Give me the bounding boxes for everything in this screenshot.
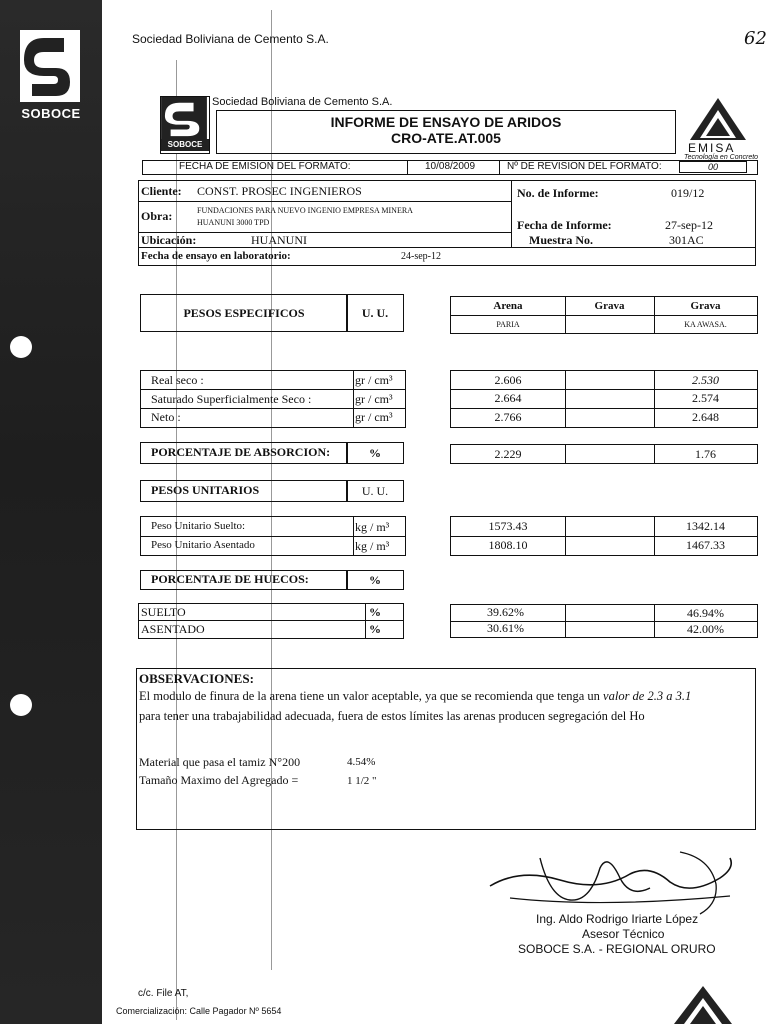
voids-unit-box (346, 570, 404, 590)
voids-title-box (140, 570, 348, 590)
max-aggregate-size-label: Tamaño Maximo del Agregado = (139, 773, 299, 787)
saturated-grava: 2.574 (692, 391, 719, 405)
sieve-200-label: Material que pasa el tamiz N°200 (139, 755, 301, 769)
location-value: HUANUNI (251, 233, 307, 247)
handwritten-signature (480, 838, 750, 918)
info-block (138, 180, 756, 266)
binder-hole (10, 336, 32, 358)
unit-weights-unit-box (346, 480, 404, 502)
soboce-logo-icon (161, 97, 207, 139)
unit-weights-title-box (140, 480, 348, 502)
compacted-unit-weight-grava: 1467.33 (686, 538, 725, 552)
specific-weights-title-box (140, 294, 348, 332)
unit-weights-table (140, 516, 406, 556)
header-logo-box (160, 96, 210, 154)
sample-label: Muestra No. (529, 233, 593, 247)
revision-label: Nº DE REVISION DEL FORMATO: (507, 161, 662, 172)
format-bar (142, 160, 758, 175)
report-date-label: Fecha de Informe: (517, 218, 612, 232)
net-unit: gr / cm³ (355, 410, 393, 424)
compacted-voids-grava: 42.00% (687, 621, 724, 636)
loose-voids-label: SUELTO (141, 605, 186, 619)
compacted-voids-unit: % (369, 622, 381, 636)
absorption-label: PORCENTAJE DE ABSORCION: (151, 445, 331, 459)
observations-title: OBSERVACIONES: (139, 671, 254, 686)
saturated-arena: 2.664 (494, 391, 522, 405)
unit-weights-values (450, 516, 758, 556)
report-title: INFORME DE ENSAYO DE ARIDOS (330, 114, 562, 130)
absorption-unit-box (346, 442, 404, 464)
saturated-label: Saturado Superficialmente Seco : (151, 392, 312, 406)
test-date-value: 24-sep-12 (401, 251, 441, 262)
emisa-logo-icon (672, 984, 734, 1024)
binder-hole (10, 694, 32, 716)
report-code: CRO-ATE.AT.005 (391, 130, 501, 146)
report-title-box (216, 110, 676, 154)
real-dry-arena: 2.606 (494, 372, 522, 387)
client-value: CONST. PROSEC INGENIEROS (197, 184, 362, 198)
footer-address: Comercialización: Calle Pagador Nº 5654 (116, 1006, 282, 1016)
specific-weights-unit-box (346, 294, 404, 332)
test-date-label: Fecha de ensayo en laboratorio: (141, 250, 291, 262)
signer-organization: SOBOCE S.A. - REGIONAL ORURO (518, 942, 716, 956)
observations-text-1: El modulo de finura de la arena tiene un valor aceptable, ya que se recomienda que tenga un (139, 689, 604, 703)
column-arena: Arena (493, 300, 523, 312)
max-aggregate-size-value: 1 1/2 " (347, 775, 377, 787)
sample-value: 301AC (669, 233, 704, 247)
emission-label: FECHA DE EMISION DEL FORMATO: (179, 161, 351, 172)
compacted-voids-arena: 30.61% (487, 621, 524, 635)
compacted-unit-weight-arena: 1808.10 (488, 538, 528, 552)
emisa-name: EMISA (688, 141, 736, 155)
work-line-1: FUNDACIONES PARA NUEVO INGENIO EMPRESA MINERA (197, 206, 413, 215)
client-label: Cliente: (141, 184, 182, 198)
header-logo-label: SOBOCE (161, 139, 209, 151)
emission-value: 10/08/2009 (425, 161, 476, 172)
location-label: Ubicación: (141, 233, 197, 247)
report-number-value: 019/12 (671, 186, 705, 200)
unit-weights-title: PESOS UNITARIOS (151, 483, 260, 497)
soboce-logo-icon (20, 30, 80, 102)
real-dry-unit: gr / cm³ (355, 373, 393, 387)
emisa-logo-icon (688, 96, 748, 142)
column-arena-source: PARIA (496, 319, 520, 329)
specific-weights-title: PESOS ESPECIFICOS (183, 305, 305, 320)
loose-unit-weight-label: Peso Unitario Suelto: (151, 520, 246, 532)
compacted-unit-weight-unit: kg / m³ (355, 539, 390, 553)
material-columns-header (450, 296, 758, 334)
absorption-values (450, 444, 758, 464)
observations-range: valor de 2.3 a 3.1 (603, 689, 692, 703)
voids-values (450, 604, 758, 638)
real-dry-label: Real seco : (151, 373, 204, 387)
page-number: 62 (744, 28, 767, 49)
absorption-unit: % (369, 445, 381, 460)
loose-voids-unit: % (369, 605, 381, 619)
company-name-top: Sociedad Boliviana de Cemento S.A. (132, 32, 329, 46)
real-dry-grava: 2.530 (692, 372, 719, 387)
work-label: Obra: (141, 209, 173, 223)
observations-box (136, 668, 756, 830)
column-grava-1: Grava (594, 300, 625, 312)
net-grava: 2.648 (692, 410, 719, 424)
column-grava-2-source: KA AWASA. (684, 319, 727, 329)
observations-line-2: para tener una trabajabilidad adecuada, fuera de estos límites las arenas producen segregación del Ho (139, 709, 645, 723)
loose-unit-weight-grava: 1342.14 (686, 519, 725, 533)
specific-weights-values (450, 370, 758, 428)
loose-unit-weight-arena: 1573.43 (488, 519, 528, 533)
voids-unit-header: % (369, 572, 381, 587)
work-line-2: HUANUNI 3000 TPD (197, 218, 270, 227)
loose-voids-grava: 46.94% (687, 605, 724, 620)
compacted-voids-label: ASENTADO (141, 622, 205, 636)
saturated-unit: gr / cm³ (355, 392, 393, 406)
voids-title: PORCENTAJE DE HUECOS: (151, 572, 309, 586)
compacted-unit-weight-label: Peso Unitario Asentado (151, 539, 255, 551)
report-date-value: 27-sep-12 (665, 218, 713, 232)
column-grava-2: Grava (690, 300, 721, 312)
specific-weights-table (140, 370, 406, 428)
unit-weights-unit-header: U. U. (361, 483, 389, 498)
specific-weights-unit-header: U. U. (361, 305, 389, 320)
footer-cc: c/c. File AT, (138, 988, 189, 999)
sidebar-brand-text: SOBOCE (21, 106, 81, 121)
revision-value: 00 (707, 162, 718, 172)
header-company-name: Sociedad Boliviana de Cemento S.A. (212, 96, 393, 108)
loose-voids-arena: 39.62% (487, 605, 524, 619)
emisa-tagline: Tecnología en Concreto (684, 154, 759, 161)
signer-role: Asesor Técnico (582, 927, 665, 941)
sieve-200-value: 4.54% (347, 756, 376, 768)
absorption-arena: 2.229 (494, 446, 522, 461)
absorption-grava: 1.76 (695, 446, 716, 461)
signer-name: Ing. Aldo Rodrigo Iriarte López (536, 912, 699, 926)
voids-table (138, 603, 404, 639)
revision-box (679, 161, 747, 173)
net-label: Neto : (151, 410, 181, 424)
net-arena: 2.766 (494, 410, 522, 424)
absorption-label-box (140, 442, 348, 464)
loose-unit-weight-unit: kg / m³ (355, 520, 390, 534)
left-sidebar-strip (0, 0, 102, 1024)
observations-line-1 (139, 689, 691, 704)
report-number-label: No. de Informe: (517, 186, 599, 200)
